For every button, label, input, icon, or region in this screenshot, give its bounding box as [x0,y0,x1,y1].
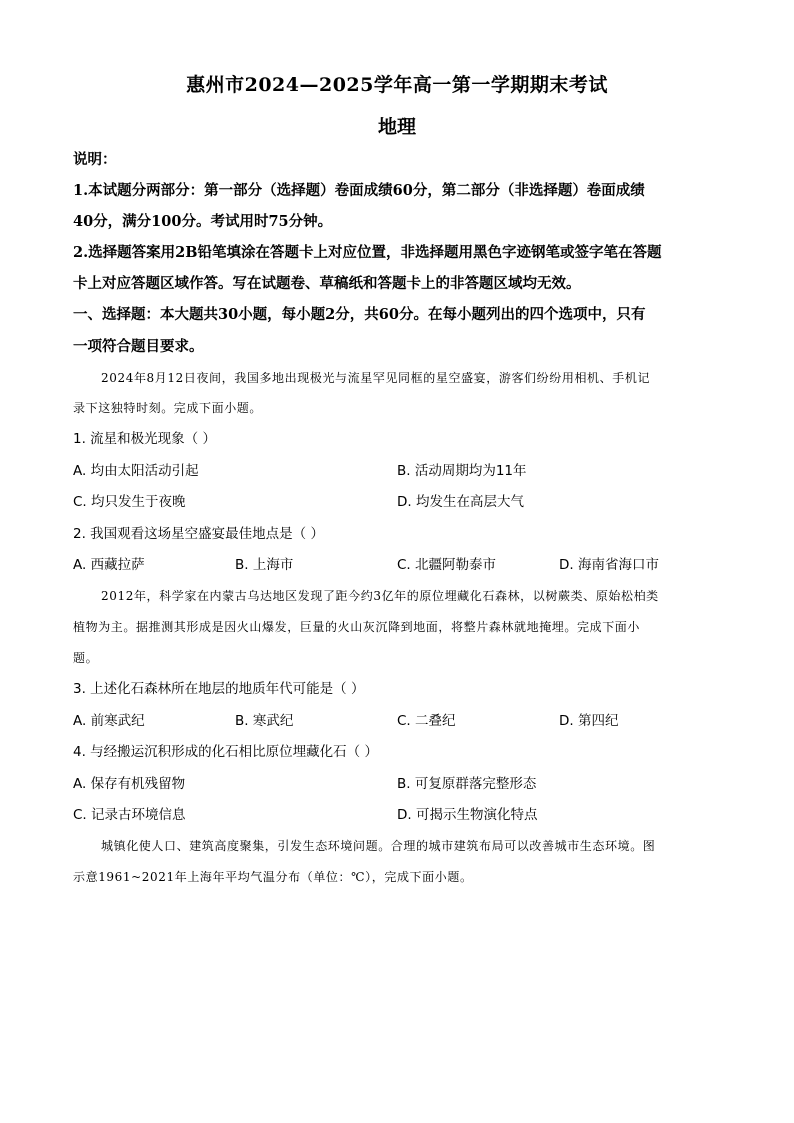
question-3-stem: 3. 上述化石森林所在地层的地质年代可能是（ ） [73,681,365,697]
question-3-option-a: A. 前寒武纪 [73,713,145,729]
passage-3-line-b: 示意1961~2021年上海年平均气温分布（单位：℃），完成下面小题。 [73,870,473,884]
passage-2-line-a: 2012年，科学家在内蒙古乌达地区发现了距今约3亿年的原位埋藏化石森林，以树蕨类、原始松柏类 [101,589,659,603]
question-2-option-a: A. 西藏拉萨 [73,557,145,573]
question-4-option-c: C. 记录古环境信息 [73,807,186,823]
section-1-heading-line-b: 一项符合题目要求。 [73,338,204,355]
question-1-option-d: D. 均发生在高层大气 [397,494,524,510]
question-4-option-d: D. 可揭示生物演化特点 [397,807,538,823]
question-3-option-b: B. 寒武纪 [235,713,294,729]
question-2-option-d: D. 海南省海口市 [559,557,659,573]
exam-title: 惠州市2024—2025学年高一第一学期期末考试 [186,74,608,96]
instruction-1-line-a: 1.本试题分两部分：第一部分（选择题）卷面成绩60分，第二部分（非选择题）卷面成绩 [73,182,645,199]
question-3-option-d: D. 第四纪 [559,713,619,729]
question-2-option-c: C. 北疆阿勒泰市 [397,557,497,573]
question-2-option-b: B. 上海市 [235,557,294,573]
passage-3-line-a: 城镇化使人口、建筑高度聚集，引发生态环境问题。合理的城市建筑布局可以改善城市生态环境。图 [101,839,656,853]
question-1-stem: 1. 流星和极光现象（ ） [73,431,216,447]
instruction-2-line-a: 2.选择题答案用2B铅笔填涂在答题卡上对应位置，非选择题用黑色字迹钢笔或签字笔在答题 [73,244,662,261]
instructions-heading: 说明： [73,151,117,168]
question-1-option-c: C. 均只发生于夜晚 [73,494,186,510]
question-4-stem: 4. 与经搬运沉积形成的化石相比原位埋藏化石（ ） [73,744,378,760]
question-2-stem: 2. 我国观看这场星空盛宴最佳地点是（ ） [73,526,324,542]
passage-2-line-c: 题。 [73,651,99,665]
question-4-option-a: A. 保存有机残留物 [73,776,186,792]
passage-1-line-b: 录下这独特时刻。完成下面小题。 [73,401,263,415]
instruction-1-line-b: 40分，满分100分。考试用时75分钟。 [73,213,333,230]
question-4-option-b: B. 可复原群落完整形态 [397,776,537,792]
question-1-option-b: B. 活动周期均为11年 [397,463,527,479]
passage-1-line-a: 2024年8月12日夜间，我国多地出现极光与流星罕见同框的星空盛宴，游客们纷纷用相机、手机记 [101,371,651,385]
exam-subject: 地理 [377,116,416,138]
section-1-heading-line-a: 一、选择题：本大题共30小题，每小题2分，共60分。在每小题列出的四个选项中，只有 [73,306,646,323]
instruction-2-line-b: 卡上对应答题区域作答。写在试题卷、草稿纸和答题卡上的非答题区域均无效。 [73,275,581,292]
question-3-option-c: C. 二叠纪 [397,713,456,729]
passage-2-line-b: 植物为主。据推测其形成是因火山爆发，巨量的火山灰沉降到地面，将整片森林就地掩埋。完成下面小 [73,620,641,634]
question-1-option-a: A. 均由太阳活动引起 [73,463,199,479]
